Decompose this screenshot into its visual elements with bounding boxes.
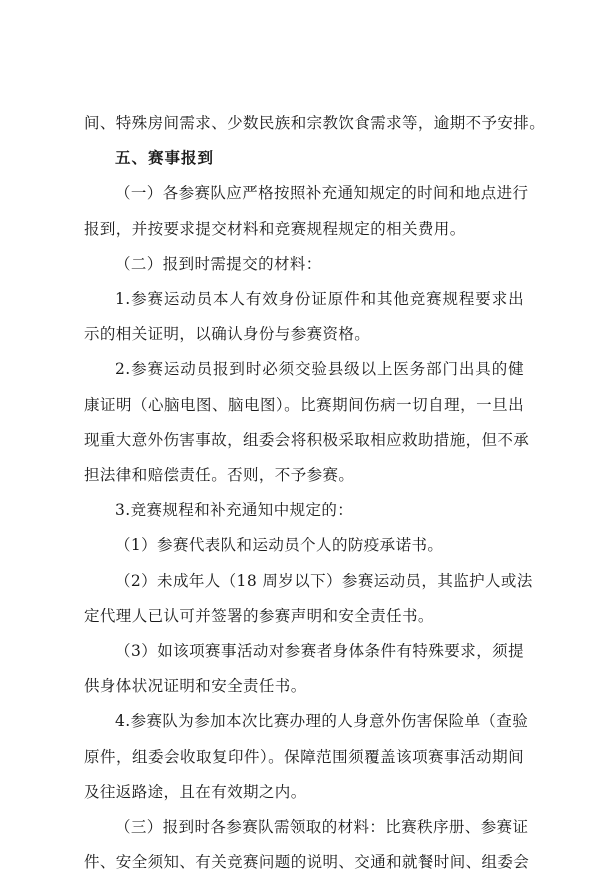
paragraph-line: 原件，组委会收取复印件）。保障范围须覆盖该项赛事活动期间 <box>84 747 524 766</box>
paragraph-line: 4.参赛队为参加本次比赛办理的人身意外伤害保险单（查验 <box>115 712 529 731</box>
paragraph-line: 件、安全须知、有关竞赛问题的说明、交通和就餐时间、组委会 <box>84 853 530 872</box>
paragraph-line: 2.参赛运动员报到时必须交验县级以上医务部门出具的健 <box>115 360 524 379</box>
paragraph-line: （一）各参赛队应严格按照补充通知规定的时间和地点进行 <box>115 184 529 203</box>
paragraph-line: 定代理人已认可并签署的参赛声明和安全责任书。 <box>84 606 434 625</box>
paragraph-line: （1）参赛代表队和运动员个人的防疫承诺书。 <box>115 536 444 555</box>
paragraph-line: （3）如该项赛事活动对参赛者身体条件有特殊要求，须提 <box>115 642 524 660</box>
paragraph-line: 3.竞赛规程和补充通知中规定的： <box>115 501 354 520</box>
paragraph-line: （2）未成年人（18 周岁以下）参赛运动员，其监护人或法 <box>115 571 533 590</box>
paragraph-line: 1.参赛运动员本人有效身份证原件和其他竞赛规程要求出 <box>115 290 524 308</box>
paragraph-line: 康证明（心脑电图、脑电图）。比赛期间伤病一切自理，一旦出 <box>84 395 524 414</box>
paragraph-line: 供身体状况证明和安全责任书。 <box>84 677 307 696</box>
paragraph-line: 示的相关证明，以确认身份与参赛资格。 <box>84 325 371 344</box>
paragraph-line: 及往返路途，且在有效期之内。 <box>84 782 307 801</box>
paragraph-line: （三）报到时各参赛队需领取的材料：比赛秩序册、参赛证 <box>115 818 529 836</box>
paragraph-line: （二）报到时需提交的材料： <box>115 254 322 273</box>
paragraph-line: 现重大意外伤害事故，组委会将积极采取相应救助措施，但不承 <box>84 430 530 449</box>
paragraph-line: 担法律和赔偿责任。否则，不予参赛。 <box>84 466 355 484</box>
paragraph-line: 报到，并按要求提交材料和竞赛规程规定的相关费用。 <box>84 219 466 238</box>
paragraph-line: 间、特殊房间需求、少数民族和宗教饮食需求等，逾期不予安排。 <box>84 114 546 132</box>
section-heading: 五、赛事报到 <box>115 149 215 168</box>
